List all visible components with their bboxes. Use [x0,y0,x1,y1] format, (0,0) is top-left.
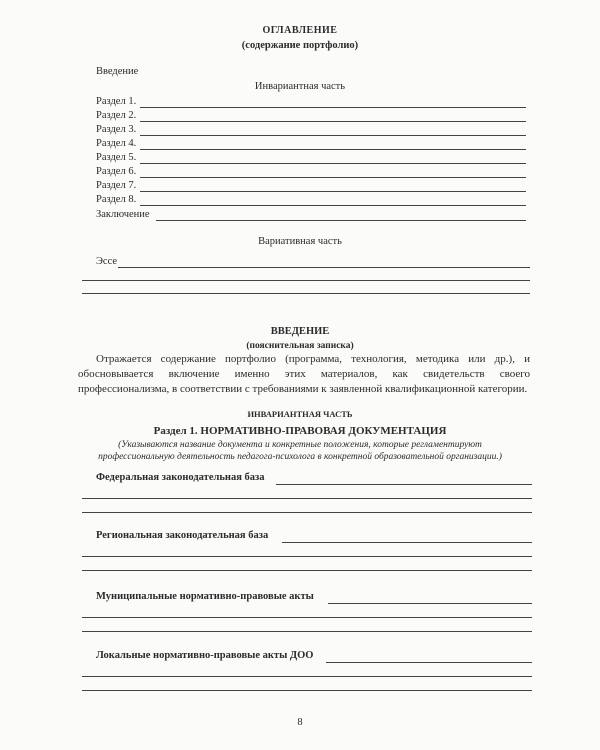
fill-line [82,293,530,294]
intro-subtitle: (пояснительная записка) [246,341,354,351]
federal-base-label: Федеральная законодательная база [96,472,265,483]
toc-subtitle: (содержание портфолио) [241,40,359,51]
fill-line [326,662,532,663]
fill-line [82,280,530,281]
fill-line [140,121,526,122]
fill-line [82,617,532,618]
fill-line [282,542,532,543]
fill-line [82,676,532,677]
regional-base-label: Региональная законодательная база [96,530,269,541]
fill-line [328,603,532,604]
toc-row [96,180,536,194]
fill-line [276,484,532,485]
fill-line [82,690,532,691]
toc-essay-row [96,256,536,270]
fill-line [140,135,526,136]
toc-row [96,209,536,223]
toc-section-label: Раздел 4. [96,138,137,149]
fill-line [140,163,526,164]
toc-row [96,110,536,124]
fill-line [82,631,532,632]
toc-row [96,124,536,138]
section1-title: Раздел 1. НОРМАТИВНО-ПРАВОВАЯ ДОКУМЕНТАЦИЯ [153,425,447,437]
toc-conclusion-label: Заключение [96,209,150,220]
toc-section-label: Раздел 1. [96,96,137,107]
page-number: 8 [297,717,303,728]
fill-line [82,556,532,557]
toc-section-label: Раздел 8. [96,194,137,205]
intro-title: ВВЕДЕНИЕ [270,326,330,337]
fill-line [82,498,532,499]
fill-line [156,220,526,221]
toc-invariant-heading: Инвариантная часть [254,81,346,92]
toc-section-label: Раздел 6. [96,166,137,177]
toc-intro: Введение [96,66,139,77]
toc-row [96,152,536,166]
fill-line [140,177,526,178]
toc-variative-heading: Вариативная часть [258,236,342,247]
fill-line [140,205,526,206]
toc-row [96,96,536,110]
section1-note: профессиональную деятельность педагога-психолога в конкретной образовательной организации.) [98,452,502,462]
local-acts-label: Локальные нормативно-правовые акты ДОО [96,650,314,661]
municipal-acts-label: Муниципальные нормативно-правовые акты [96,591,314,602]
toc-row [96,166,536,180]
toc-section-label: Раздел 7. [96,180,137,191]
toc-title: ОГЛАВЛЕНИЕ [262,25,338,36]
fill-line [82,512,532,513]
fill-line [82,570,532,571]
fill-line [118,267,530,268]
toc-section-label: Раздел 2. [96,110,137,121]
invariant-heading: ИНВАРИАНТНАЯ ЧАСТЬ [247,409,353,419]
intro-paragraph: Отражается содержание портфолио (программа, технология, методика или др.), и обосновывается включение именно этих материалов, как свидетельств своего профессионализма, в соответствии с требованиями к заявленной квалификационной категории. [78,353,530,395]
fill-line [140,191,526,192]
toc-row [96,194,536,208]
toc-section-label: Раздел 3. [96,124,137,135]
section1-note: (Указываются название документа и конкретные положения, которые регламентируют [118,440,482,450]
toc-row [96,138,536,152]
toc-section-label: Раздел 5. [96,152,137,163]
fill-line [140,149,526,150]
fill-line [140,107,526,108]
toc-essay-label: Эссе [96,256,118,267]
